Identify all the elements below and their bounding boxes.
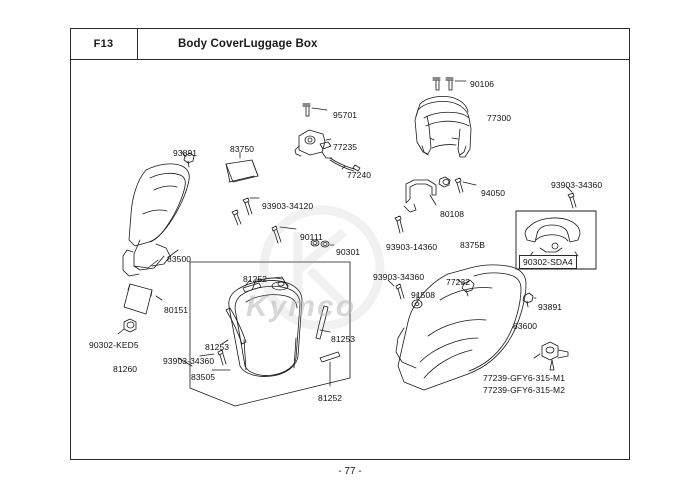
part-label-77232: 77232: [446, 277, 471, 287]
part-label-90111: 90111: [300, 232, 323, 242]
part-label-80108: 80108: [440, 209, 465, 219]
part-label-77239-M2: 77239-GFY6-315-M2: [483, 385, 566, 395]
sheet-code: F13: [70, 28, 138, 59]
part-label-81260: 81260: [113, 364, 138, 374]
part-label-83505: 83505: [191, 372, 216, 382]
watermark-text: Kymco: [246, 290, 357, 323]
part-label-77240: 77240: [347, 170, 372, 180]
part-label-93903-34360-mid: 93903-34360: [373, 272, 425, 282]
part-label-77235: 77235: [333, 142, 358, 152]
page-title: Body CoverLuggage Box: [178, 37, 318, 50]
part-label-83600: 83600: [513, 321, 538, 331]
part-label-93903-34360-top: 93903-34360: [551, 180, 603, 190]
title-bar: [70, 28, 630, 60]
part-label-77239-M1: 77239-GFY6-315-M1: [483, 373, 566, 383]
part-label-81252-top: 81252: [243, 274, 268, 284]
part-label-90302-KED5: 90302-KED5: [89, 340, 139, 350]
part-label-90302-SDA4: 90302-SDA4: [519, 255, 577, 269]
part-label-81253-left: 81253: [205, 342, 230, 352]
part-label-8375B: 8375B: [460, 240, 486, 250]
diagram-frame: [70, 28, 630, 460]
part-label-77300: 77300: [487, 113, 512, 123]
part-label-93903-34360-low: 93903-34360: [163, 356, 215, 366]
part-label-90106: 90106: [470, 79, 495, 89]
part-label-91508: 91508: [411, 290, 436, 300]
part-label-93891-top: 93891: [173, 148, 198, 158]
part-label-93891-right: 93891: [538, 302, 563, 312]
part-label-94050: 94050: [481, 188, 506, 198]
page-number: - 77 -: [338, 466, 362, 477]
part-label-93903-34120: 93903-34120: [262, 201, 314, 211]
part-label-90301: 90301: [336, 247, 361, 257]
part-label-81252-bottom: 81252: [318, 393, 343, 403]
part-label-80151: 80151: [164, 305, 189, 315]
part-label-95701: 95701: [333, 110, 358, 120]
part-label-81253-right: 81253: [331, 334, 356, 344]
part-label-83750: 83750: [230, 144, 255, 154]
part-label-83500: 83500: [167, 254, 192, 264]
part-label-93903-14360: 93903-14360: [386, 242, 438, 252]
